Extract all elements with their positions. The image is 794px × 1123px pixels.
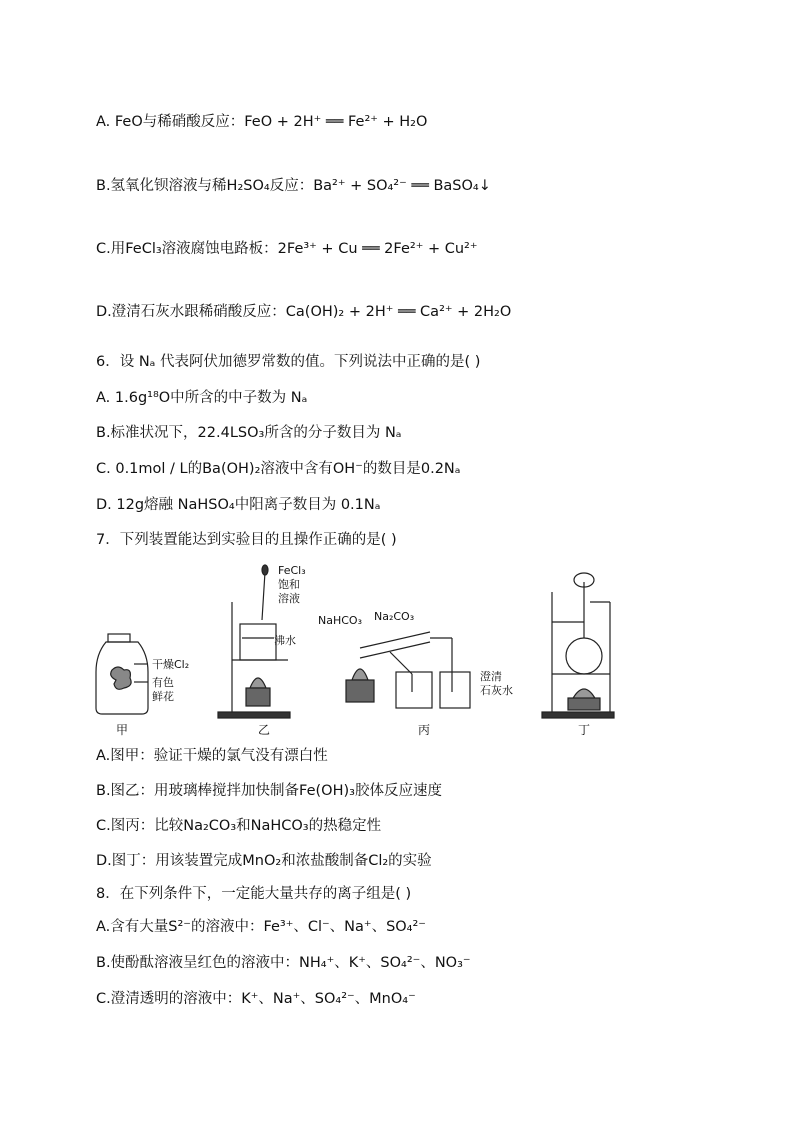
yi-label-fecl3: FeCl₃	[278, 564, 306, 577]
q7-stem: 7．下列装置能达到实验目的且操作正确的是( )	[96, 532, 397, 548]
yi-label-rongye: 溶液	[278, 592, 300, 605]
q7-option-a: A.图甲：验证干燥的氯气没有漂白性	[96, 748, 328, 764]
yi-label-baohe: 饱和	[278, 578, 300, 591]
q7-option-c: C.图丙：比较Na₂CO₃和NaHCO₃的热稳定性	[96, 818, 382, 834]
q8-option-c: C.澄清透明的溶液中：K⁺、Na⁺、SO₄²⁻、MnO₄⁻	[96, 991, 416, 1007]
caption-yi: 乙	[258, 723, 271, 737]
q5-option-c: C.用FeCl₃溶液腐蚀电路板：2Fe³⁺ + Cu ══ 2Fe²⁺ + Cu²⁺	[96, 241, 478, 257]
bing-label-chengqing: 澄清	[480, 670, 502, 683]
q8-option-b: B.使酚酞溶液呈红色的溶液中：NH₄⁺、K⁺、SO₄²⁻、NO₃⁻	[96, 955, 471, 971]
q6-option-c: C. 0.1mol / L的Ba(OH)₂溶液中含有OH⁻的数目是0.2Nₐ	[96, 461, 461, 477]
bing-label-nahco3: NaHCO₃	[318, 614, 362, 627]
q7-option-d: D.图丁：用该装置完成MnO₂和浓盐酸制备Cl₂的实验	[96, 853, 432, 869]
q8-stem: 8．在下列条件下，一定能大量共存的离子组是( )	[96, 886, 412, 902]
q8-option-a: A.含有大量S²⁻的溶液中：Fe³⁺、Cl⁻、Na⁺、SO₄²⁻	[96, 919, 426, 935]
caption-jia: 甲	[116, 723, 129, 737]
q5-option-d: D.澄清石灰水跟稀硝酸反应：Ca(OH)₂ + 2H⁺ ══ Ca²⁺ + 2H₂O	[96, 304, 512, 320]
q6-option-b: B.标准状况下，22.4LSO₃所含的分子数目为 Nₐ	[96, 425, 402, 441]
apparatus-ding	[542, 573, 614, 718]
q6-option-d: D. 12g熔融 NaHSO₄中阳离子数目为 0.1Nₐ	[96, 497, 381, 513]
yi-label-feishui: 沸水	[274, 634, 296, 647]
jia-label-xianhua: 鲜花	[152, 690, 174, 703]
bing-label-shihuishui: 石灰水	[480, 684, 513, 697]
caption-ding: 丁	[578, 723, 591, 737]
apparatus-jia	[96, 634, 148, 714]
apparatus-figure	[90, 562, 710, 742]
jia-label-cl2: 干燥Cl₂	[152, 658, 190, 671]
q6-stem: 6．设 Nₐ 代表阿伏加德罗常数的值。下列说法中正确的是( )	[96, 354, 481, 370]
q5-option-a: A. FeO与稀硝酸反应：FeO + 2H⁺ ══ Fe²⁺ + H₂O	[96, 114, 428, 130]
apparatus-bing	[346, 632, 470, 708]
q6-option-a: A. 1.6g¹⁸O中所含的中子数为 Nₐ	[96, 390, 308, 406]
q7-option-b: B.图乙：用玻璃棒搅拌加快制备Fe(OH)₃胶体反应速度	[96, 783, 442, 799]
caption-bing: 丙	[418, 723, 431, 737]
bing-label-na2co3: Na₂CO₃	[374, 610, 415, 623]
q5-option-b: B.氢氧化钡溶液与稀H₂SO₄反应：Ba²⁺ + SO₄²⁻ ══ BaSO₄↓	[96, 178, 491, 194]
jia-label-youse: 有色	[152, 676, 174, 689]
